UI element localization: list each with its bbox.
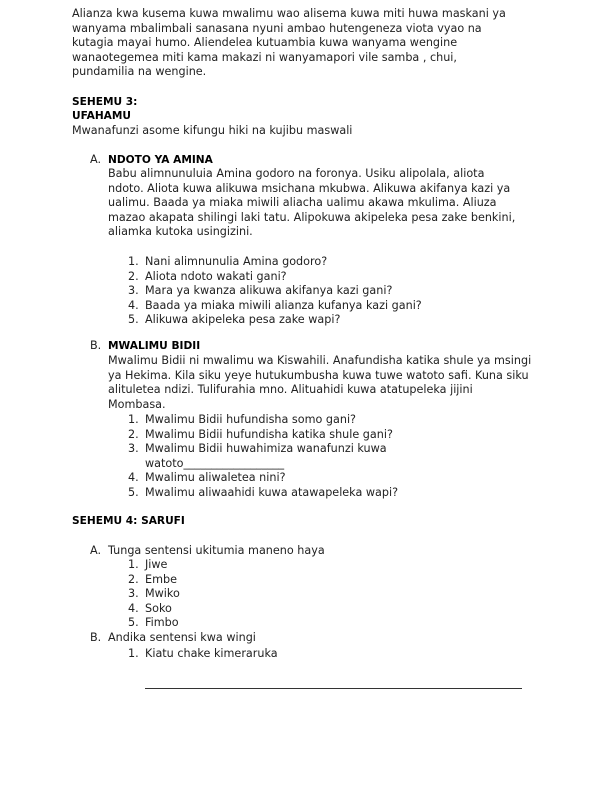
question-text: Baada ya miaka miwili alianza kufanya kazi gani? <box>145 298 422 312</box>
word-number: 3. <box>128 587 139 600</box>
word-number: 1. <box>128 558 139 571</box>
question-text: Mwalimu aliwaletea nini? <box>145 471 286 484</box>
passage-a-line: Babu alimnunuluia Amina godoro na foronya. Usiku alipolala, aliota <box>108 167 485 180</box>
answer-line <box>145 688 522 689</box>
passage-b-title: MWALIMU BIDII <box>108 340 201 352</box>
word-item: Embe <box>145 572 177 586</box>
word-item: Fimbo <box>145 616 179 629</box>
question-text: Alikuwa akipeleka pesa zake wapi? <box>145 313 341 326</box>
question-number: 4. <box>128 298 139 312</box>
intro-paragraph-line: kutagia mayai humo. Aliendelea kutuambia kuwa wanyama wengine <box>72 36 458 49</box>
question-text: Mara ya kwanza alikuwa akifanya kazi gani? <box>145 284 393 297</box>
question-number: 5. <box>128 313 139 326</box>
question-number: 5. <box>128 485 139 499</box>
word-number: 5. <box>128 616 139 629</box>
intro-paragraph-line: wanaotegemea miti kama makazi ni wanyamapori vile samba , chui, <box>72 50 457 64</box>
word-item: Mwiko <box>145 587 180 600</box>
passage-a-line: aliamka kutoka usingizini. <box>108 225 253 238</box>
passage-a-line: ualimu. Baada ya miaka miwili aliacha ualimu akawa mkulima. Aliuza <box>108 196 497 209</box>
intro-paragraph-line: wanyama mbalimbali sanasana nyuni ambao hutengeneza viota vyao na <box>72 21 482 35</box>
word-number: 4. <box>128 601 139 615</box>
passage-b-letter: B. <box>90 339 102 352</box>
word-item: Jiwe <box>145 558 168 571</box>
question-text: Aliota ndoto wakati gani? <box>145 269 287 283</box>
section-4-heading: SEHEMU 4: SARUFI <box>72 515 185 527</box>
question-number: 2. <box>128 427 139 441</box>
question-text: Nani alimnunulia Amina godoro? <box>145 255 328 268</box>
question-number: 3. <box>128 442 139 455</box>
question-text: Mwalimu Bidii hufundisha somo gani? <box>145 413 356 426</box>
passage-a-line: ndoto. Aliota kuwa alikuwa msichana mkubwa. Alikuwa akifanya kazi ya <box>108 181 511 195</box>
question-number: 2. <box>128 269 139 283</box>
intro-paragraph-line: pundamilia na wengine. <box>72 65 207 78</box>
question-text: Mwalimu Bidii hufundisha katika shule gani? <box>145 427 393 441</box>
passage-b-line: Mombasa. <box>108 397 166 411</box>
sentence-item: Kiatu chake kimeraruka <box>145 647 278 660</box>
question-number: 1. <box>128 413 139 426</box>
exercise-a-letter: A. <box>90 544 102 557</box>
passage-a-letter: A. <box>90 153 102 166</box>
exercise-a-instruction: Tunga sentensi ukitumia maneno haya <box>108 544 325 557</box>
section-3-instruction: Mwanafunzi asome kifungu hiki na kujibu maswali <box>72 124 353 137</box>
passage-b-line: Mwalimu Bidii ni mwalimu wa Kiswahili. Anafundisha katika shule ya msingi <box>108 354 532 367</box>
question-number: 4. <box>128 471 139 484</box>
question-number: 1. <box>128 255 139 268</box>
intro-paragraph-line: Alianza kwa kusema kuwa mwalimu wao alisema kuwa miti huwa maskani ya <box>72 7 506 20</box>
question-text: Mwalimu aliwaahidi kuwa atawapeleka wapi? <box>145 485 399 499</box>
passage-b-line: alituletea ndizi. Tulifurahia mno. Alituahidi kuwa atatupeleka jijini <box>108 383 473 396</box>
word-number: 2. <box>128 572 139 586</box>
section-3-heading: SEHEMU 3: <box>72 96 138 108</box>
passage-a-title: NDOTO YA AMINA <box>108 154 213 166</box>
word-item: Soko <box>145 601 172 615</box>
exercise-b-letter: B. <box>90 631 102 644</box>
question-text: watoto__________________ <box>145 456 285 470</box>
question-number: 3. <box>128 284 139 297</box>
passage-a-line: mazao akapata shilingi laki tatu. Alipokuwa akipeleka pesa zake benkini, <box>108 210 516 224</box>
passage-b-line: ya Hekima. Kila siku yeye hutukumbusha kuwa tuwe watoto safi. Kuna siku <box>108 368 529 382</box>
exercise-b-instruction: Andika sentensi kwa wingi <box>108 631 256 644</box>
sentence-number: 1. <box>128 647 139 660</box>
section-3-subheading: UFAHAMU <box>72 110 132 122</box>
question-text: Mwalimu Bidii huwahimiza wanafunzi kuwa <box>145 442 387 455</box>
